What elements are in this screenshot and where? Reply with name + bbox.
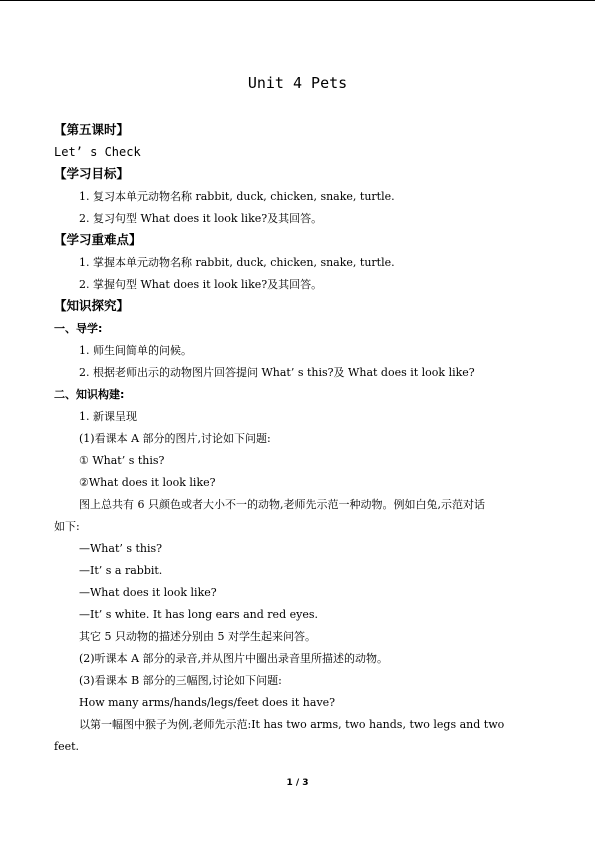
- lesson-name: Let’ s Check: [54, 145, 141, 159]
- build-line: 如下:: [54, 520, 80, 533]
- build-line: 其它 5 只动物的描述分别由 5 对学生起来问答。: [79, 630, 316, 643]
- build-line: How many arms/hands/legs/feet does it have?: [79, 696, 336, 709]
- page-number: 1 / 3: [286, 778, 309, 788]
- intro-item: 2. 根据老师出示的动物图片回答提问 What’ s this?及 What does it look like?: [79, 366, 475, 379]
- top-border-line: [0, 0, 595, 1]
- build-line: —It’ s a rabbit.: [79, 564, 163, 577]
- build-line: (2)听课本 A 部分的录音,并从图片中圈出录音里所描述的动物。: [79, 652, 389, 665]
- intro-heading: 一、导学:: [54, 322, 103, 335]
- build-line: 以第一幅图中猴子为例,老师先示范:It has two arms, two hands, two legs and two: [79, 718, 505, 731]
- build-line: —What’ s this?: [79, 542, 163, 555]
- build-line: —What does it look like?: [79, 586, 217, 599]
- explore-heading: 【知识探究】: [54, 298, 130, 313]
- page-title: Unit 4 Pets: [247, 74, 348, 92]
- build-line: ① What’ s this?: [79, 454, 165, 467]
- goal-item: 1. 复习本单元动物名称 rabbit, duck, chicken, snake, turtle.: [79, 190, 395, 203]
- build-line: 1. 新课呈现: [79, 410, 137, 423]
- key-point-item: 1. 掌握本单元动物名称 rabbit, duck, chicken, snake, turtle.: [79, 256, 395, 269]
- build-line: ②What does it look like?: [79, 476, 216, 489]
- build-line: 图上总共有 6 只颜色或者大小不一的动物,老师先示范一种动物。例如白兔,示范对话: [79, 498, 485, 511]
- build-line: —It’ s white. It has long ears and red eyes.: [79, 608, 318, 621]
- key-points-heading: 【学习重难点】: [54, 232, 142, 247]
- build-line: feet.: [54, 740, 80, 753]
- goals-heading: 【学习目标】: [54, 166, 130, 181]
- key-point-item: 2. 掌握句型 What does it look like?及其回答。: [79, 278, 323, 291]
- build-line: (3)看课本 B 部分的三幅图,讨论如下问题:: [79, 674, 282, 687]
- goal-item: 2. 复习句型 What does it look like?及其回答。: [79, 212, 323, 225]
- intro-item: 1. 师生间简单的问候。: [79, 344, 192, 357]
- build-heading: 二、知识构建:: [54, 388, 125, 401]
- build-line: (1)看课本 A 部分的图片,讨论如下问题:: [79, 432, 271, 445]
- lesson-tag: 【第五课时】: [54, 122, 130, 137]
